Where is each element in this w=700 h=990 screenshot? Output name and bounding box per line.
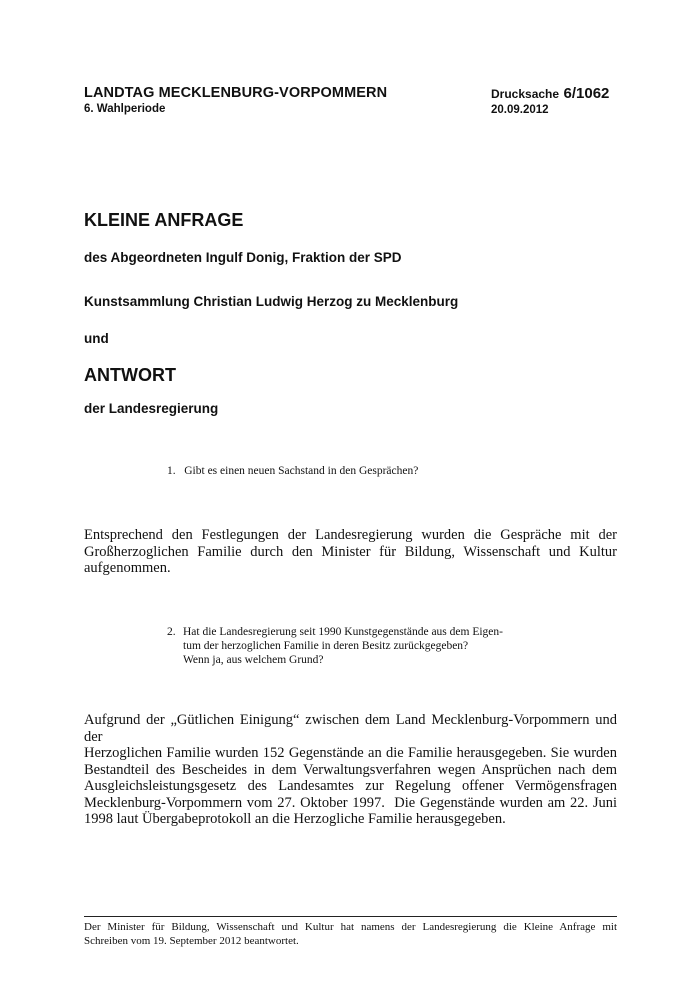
drucksache-number: 6/1062 [563, 85, 610, 102]
legislative-period: 6. Wahlperiode [84, 103, 166, 115]
footer-note [84, 920, 617, 948]
und-line: und [84, 331, 109, 346]
question-1 [167, 464, 418, 478]
answer-line: Mecklenburg-Vorpommern vom 27. Oktober 1997. Die Gegenstände wurden am 22. Juni [84, 794, 617, 811]
question-2 [167, 625, 503, 667]
subject-line: Kunstsammlung Christian Ludwig Herzog zu Mecklenburg [84, 294, 459, 309]
answer-1 [84, 527, 617, 577]
answer-line: Herzoglichen Familie wurden 152 Gegenstände an die Familie herausgegeben. Sie wurden [84, 745, 617, 761]
kleine-anfrage-heading: KLEINE ANFRAGE [84, 210, 244, 230]
question-text-line: tum der herzoglichen Familie in deren Besitz zurückgegeben? [183, 640, 469, 652]
drucksache-label: Drucksache [491, 87, 560, 101]
document-date: 20.09.2012 [491, 104, 549, 116]
answer-line: 1998 laut Übergabeprotokoll an die Herzogliche Familie herausgegeben. [84, 811, 506, 827]
answer-line: Aufgrund der „Gütlichen Einigung“ zwischen dem Land Mecklenburg-Vorpommern und der [84, 712, 617, 745]
answer-line: aufgenommen. [84, 560, 171, 576]
parliament-name: LANDTAG MECKLENBURG-VORPOMMERN [84, 85, 388, 101]
answer-line: Großherzoglichen Familie durch den Minister für Bildung, Wissenschaft und Kultur [84, 543, 617, 560]
question-text-line: Hat die Landesregierung seit 1990 Kunstgegenstände aus dem Eigen- [183, 626, 503, 638]
answer-line: Ausgleichsleistungsgesetz des Landesamtes zur Regelung offener Vermögensfragen [84, 778, 617, 794]
footer-line: Schreiben vom 19. September 2012 beantwortet. [84, 935, 299, 947]
answer-line: Bestandteil des Bescheides in dem Verwaltungsverfahren wegen Ansprüchen nach dem [84, 761, 617, 778]
document-header-right [491, 85, 609, 117]
question-number: 1. [167, 465, 176, 477]
footer-line: Der Minister für Bildung, Wissenschaft und Kultur hat namens der Landesregierung die Kleine Anfrage mit [84, 921, 617, 933]
antwort-heading: ANTWORT [84, 365, 176, 385]
question-text: Gibt es einen neuen Sachstand in den Gesprächen? [184, 465, 419, 477]
footer-divider [84, 916, 617, 917]
responder-line: der Landesregierung [84, 401, 219, 416]
question-text-line: Wenn ja, aus welchem Grund? [183, 654, 324, 666]
document-header-left [84, 85, 387, 116]
answer-line: Entsprechend den Festlegungen der Landesregierung wurden die Gespräche mit der [84, 527, 617, 543]
author-line: des Abgeordneten Ingulf Donig, Fraktion der SPD [84, 250, 402, 265]
question-number: 2. [167, 626, 176, 638]
answer-2 [84, 712, 617, 828]
